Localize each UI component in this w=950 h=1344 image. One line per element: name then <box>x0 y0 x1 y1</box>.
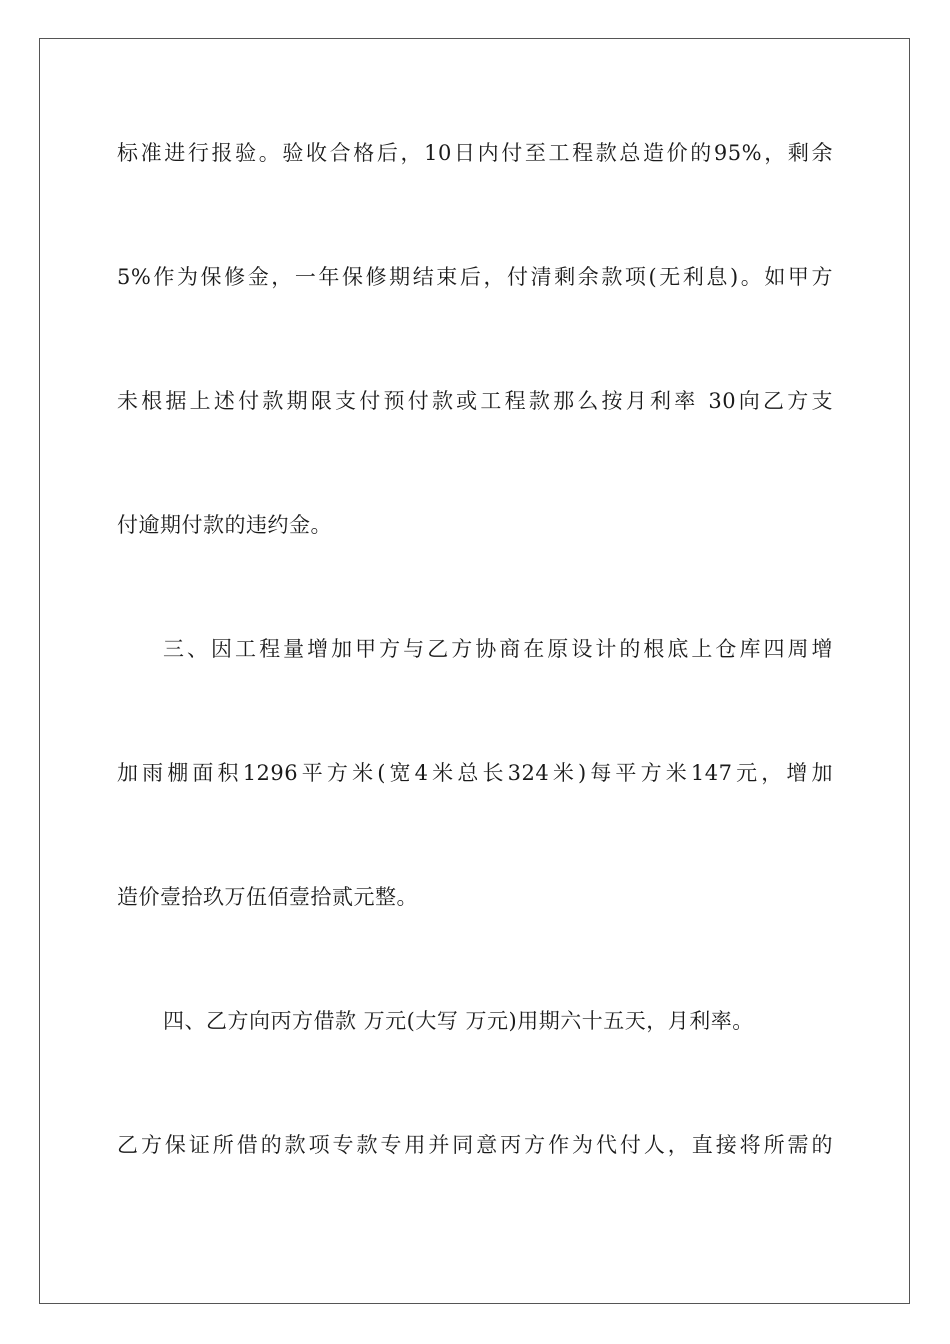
text-line-7: 造价壹拾玖万伍佰壹拾贰元整。 <box>117 885 418 909</box>
text-line-1: 标准进行报验。验收合格后，10日内付至工程款总造价的95%，剩余 <box>117 141 833 165</box>
text-line-2: 5%作为保修金，一年保修期结束后，付清剩余款项(无利息)。如甲方 <box>117 265 833 289</box>
text-line-6: 加雨棚面积1296平方米(宽4米总长324米)每平方米147元，增加 <box>117 761 833 785</box>
text-line-4: 付逾期付款的违约金。 <box>117 513 332 537</box>
text-line-9: 乙方保证所借的款项专款专用并同意丙方作为代付人，直接将所需的 <box>117 1133 833 1157</box>
text-line-5: 三、因工程量增加甲方与乙方协商在原设计的根底上仓库四周增 <box>163 637 833 661</box>
text-line-3: 未根据上述付款期限支付预付款或工程款那么按月利率 30向乙方支 <box>117 389 833 413</box>
text-line-8: 四、乙方向丙方借款 万元(大写 万元)用期六十五天，月利率。 <box>163 1009 754 1033</box>
page-frame <box>39 38 910 1304</box>
